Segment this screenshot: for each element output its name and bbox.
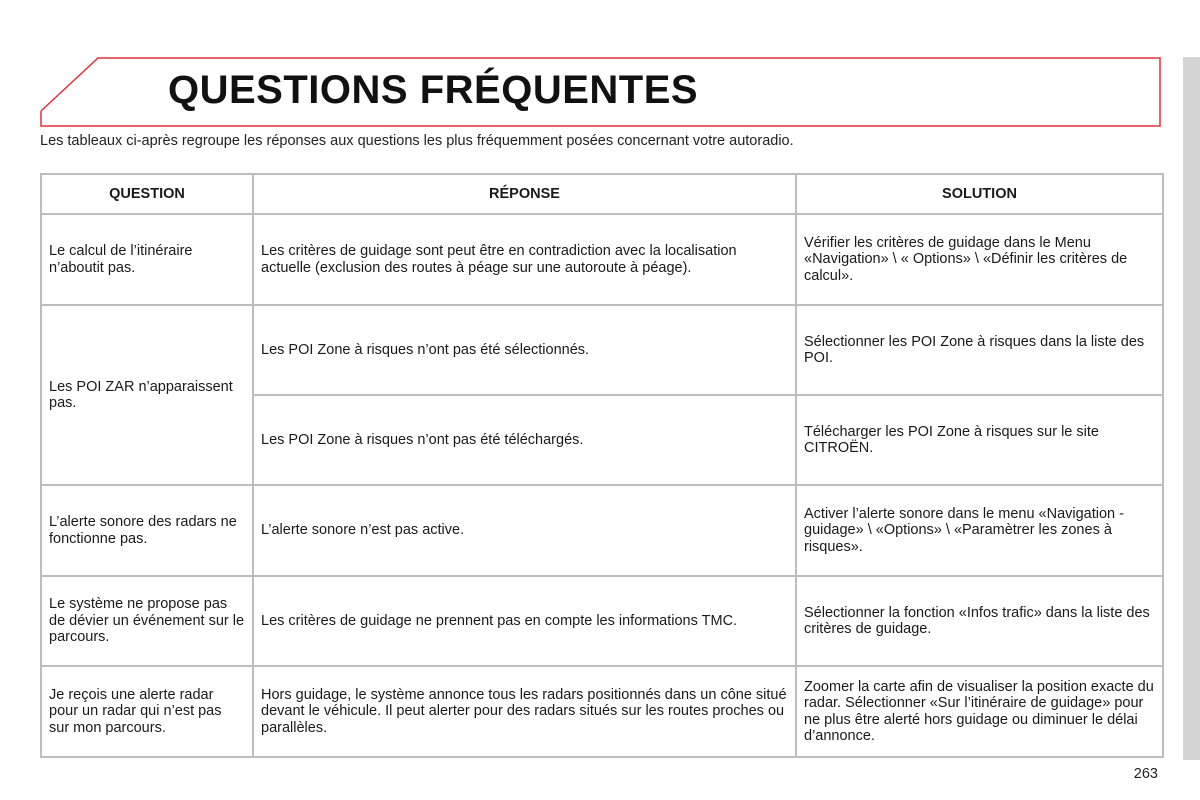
answer-cell: Les POI Zone à risques n’ont pas été téléchargés. (253, 395, 796, 485)
header-solution: SOLUTION (796, 174, 1163, 214)
page-number: 263 (1133, 766, 1158, 782)
answer-cell: Hors guidage, le système annonce tous les radars positionnés dans un cône situé devant le véhicule. Il peut alerter pour des radars situés sur les routes proches ou parallèles. (253, 666, 796, 757)
table-row (41, 214, 1163, 305)
answer-cell: Les critères de guidage ne prennent pas en compte les informations TMC. (253, 576, 796, 666)
table-row (41, 666, 1163, 757)
table-row (41, 485, 1163, 576)
answer-cell: L’alerte sonore n’est pas active. (253, 485, 796, 576)
solution-cell: Télécharger les POI Zone à risques sur le site CITROËN. (796, 395, 1163, 485)
table-row (41, 305, 1163, 395)
page-title: QUESTIONS FRÉQUENTES (168, 68, 699, 112)
question-cell: Le système ne propose pas de dévier un événement sur le parcours. (41, 576, 253, 666)
solution-cell: Activer l’alerte sonore dans le menu «Navigation - guidage» \ «Options» \ «Paramètrer les zones à risques». (796, 485, 1163, 576)
question-cell: Je reçois une alerte radar pour un radar qui n’est pas sur mon parcours. (41, 666, 253, 757)
header-question: QUESTION (41, 174, 253, 214)
faq-table (40, 173, 1164, 758)
solution-cell: Zoomer la carte afin de visualiser la position exacte du radar. Sélectionner «Sur l’itinéraire de guidage» pour ne plus être alerté hors guidage ou diminuer le délai d’annonce. (796, 666, 1163, 757)
question-cell: Le calcul de l’itinéraire n’aboutit pas. (41, 214, 253, 305)
header-answer: RÉPONSE (253, 174, 796, 214)
intro-text: Les tableaux ci-après regroupe les réponses aux questions les plus fréquemment posées concernant votre autoradio. (40, 133, 794, 149)
answer-cell: Les POI Zone à risques n’ont pas été sélectionnés. (253, 305, 796, 395)
table-row (41, 576, 1163, 666)
question-cell: Les POI ZAR n’apparaissent pas. (41, 305, 253, 485)
answer-cell: Les critères de guidage sont peut être en contradiction avec la localisation actuelle (exclusion des routes à péage sur une autoroute à péage). (253, 214, 796, 305)
side-tab-strip (1183, 57, 1200, 760)
solution-cell: Sélectionner la fonction «Infos trafic» dans la liste des critères de guidage. (796, 576, 1163, 666)
table-header-row (41, 174, 1163, 214)
solution-cell: Vérifier les critères de guidage dans le Menu «Navigation» \ « Options» \ «Définir les critères de calcul». (796, 214, 1163, 305)
solution-cell: Sélectionner les POI Zone à risques dans la liste des POI. (796, 305, 1163, 395)
question-cell: L’alerte sonore des radars ne fonctionne pas. (41, 485, 253, 576)
